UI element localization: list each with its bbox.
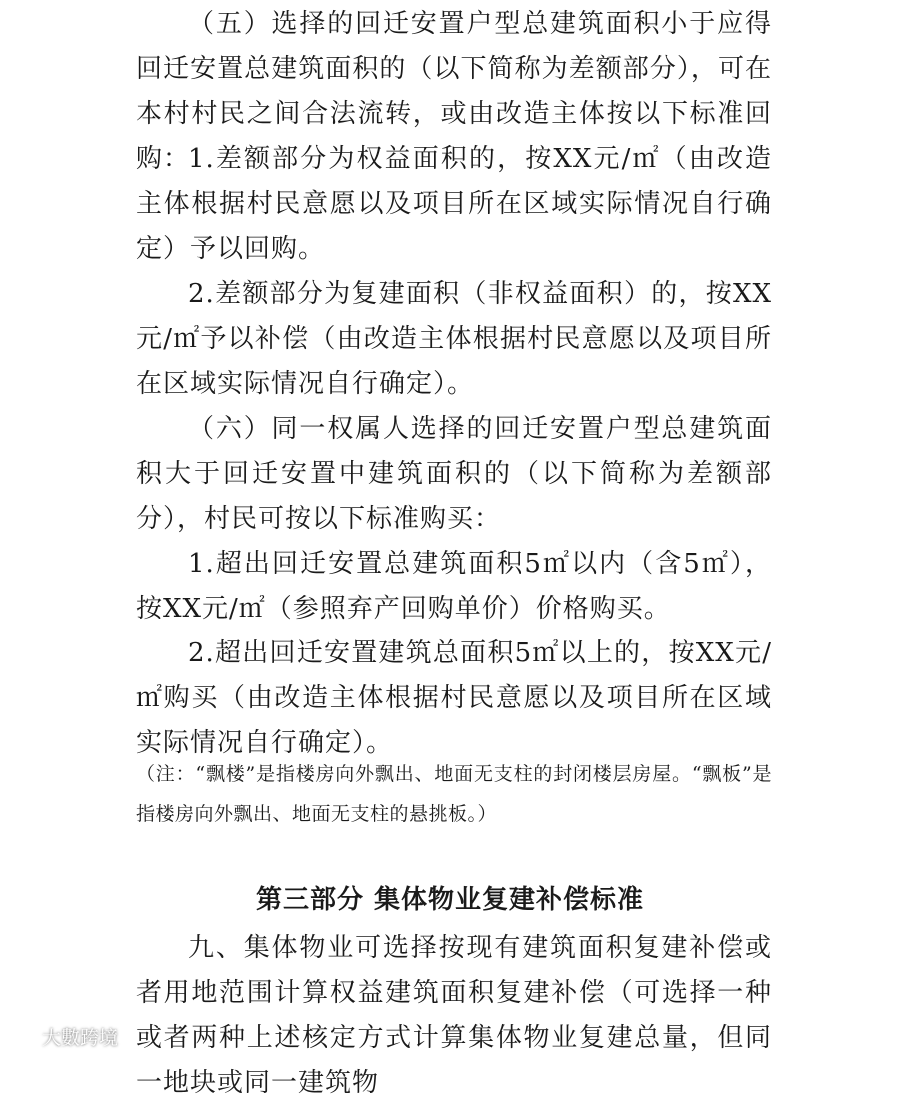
- section-heading: 第三部分 集体物业复建补偿标准: [255, 885, 645, 915]
- paragraph-5: （五）选择的回迁安置户型总建筑面积小于应得回迁安置总建筑面积的（以下简称为差额部分），可在本村村民之间合法流转，或由改造主体按以下标准回购：: [136, 9, 772, 174]
- paragraph-6: （六）同一权属人选择的回迁安置户型总建筑面积大于回迁安置中建筑面积的（以下简称为差额部分），村民可按以下标准购买：: [136, 414, 772, 534]
- footnote: （注：“飘楼”是指楼房向外飘出、地面无支柱的封闭楼层房屋。“飘板”是指楼房向外飘出、地面无支柱的悬挑板。）: [136, 763, 772, 825]
- paragraph-5-item-2: 2.差额部分为复建面积（非权益面积）的，按XX元/㎡予以补偿（由改造主体根据村民意愿以及项目所在区域实际情况自行确定）。: [136, 279, 772, 399]
- paragraph-6-item-1: 1.超出回迁安置总建筑面积5㎡以内（含5㎡），按XX元/㎡（参照弃产回购单价）价格购买。: [136, 549, 772, 624]
- watermark-text: 大數跨境: [42, 1027, 119, 1049]
- paragraph-6-item-2: 2.超出回迁安置建筑总面积5㎡以上的，按XX元/㎡购买（由改造主体根据村民意愿以及项目所在区域实际情况自行确定）。: [136, 638, 772, 758]
- watermark: [6, 1023, 118, 1050]
- wechat-logo-icon: [6, 1027, 38, 1047]
- paragraph-5-item-1: 1.差额部分为权益面积的，按XX元/㎡（由改造主体根据村民意愿以及项目所在区域实际情况自行确定）予以回购。: [136, 144, 772, 264]
- section-paragraph: 九、集体物业可选择按现有建筑面积复建补偿或者用地范围计算权益建筑面积复建补偿（可选择一种或者两种上述核定方式计算集体物业复建总量，但同一地块或同一建筑物: [136, 933, 772, 1098]
